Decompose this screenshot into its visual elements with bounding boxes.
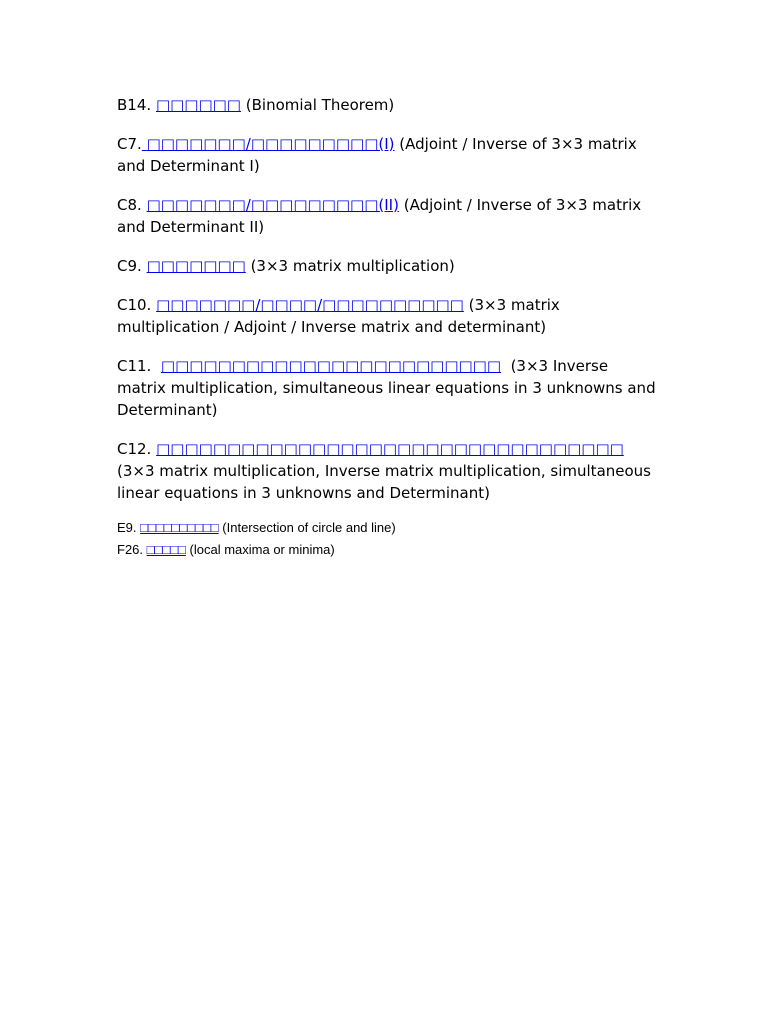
topic-link-multiplication-adjoint-inverse[interactable]: □□□□□□□/□□□□/□□□□□□□□□□ — [156, 296, 464, 314]
topic-link-binomial-theorem[interactable]: □□□□□□ — [155, 96, 241, 114]
entry-description: (Intersection of circle and line) — [222, 520, 396, 535]
entry-c11 — [117, 355, 657, 421]
entry-code: C9. — [117, 257, 142, 275]
topic-link-adjoint-inverse-2[interactable]: □□□□□□□/□□□□□□□□□(II) — [146, 196, 399, 214]
entry-description: (3×3 Inverse matrix multiplication, simultaneous linear equations in 3 unknowns and Determinant) — [117, 357, 656, 419]
topic-link-circle-line-intersection[interactable]: □□□□□□□□□□ — [140, 520, 219, 535]
entry-code: C8. — [117, 196, 142, 214]
entry-code: C11. — [117, 357, 152, 375]
entry-description: (Adjoint / Inverse of 3×3 matrix and Determinant II) — [117, 196, 642, 236]
entry-c10 — [117, 294, 657, 338]
entry-code: F26. — [117, 542, 144, 557]
entry-code: E9. — [117, 520, 137, 535]
entry-code: B14. — [117, 96, 152, 114]
entry-description: (Binomial Theorem) — [245, 96, 395, 114]
entry-c8 — [117, 194, 657, 238]
topic-link-local-extrema[interactable]: □□□□□ — [146, 542, 186, 557]
topic-link-adjoint-inverse-1[interactable]: □□□□□□□/□□□□□□□□□(I) — [141, 135, 395, 153]
entry-c7 — [117, 133, 657, 177]
entry-description: (local maxima or minima) — [189, 542, 335, 557]
entry-description: (3×3 matrix multiplication, Inverse matrix multiplication, simultaneous linear equations in 3 unknowns and Determinant) — [117, 462, 651, 502]
entry-f26 — [117, 539, 657, 561]
topic-link-inverse-linear-equations[interactable]: □□□□□□□□□□□□□□□□□□□□□□□□ — [160, 357, 502, 375]
entry-description: (3×3 matrix multiplication) — [250, 257, 455, 275]
entry-description: (Adjoint / Inverse of 3×3 matrix and Determinant I) — [117, 135, 637, 175]
entry-code: C12. — [117, 440, 152, 458]
document-page — [117, 94, 657, 561]
entry-description: (3×3 matrix multiplication / Adjoint / Inverse matrix and determinant) — [117, 296, 560, 336]
entry-code: C7. — [117, 135, 142, 153]
topic-link-matrix-multiplication[interactable]: □□□□□□□ — [146, 257, 246, 275]
topic-link-multiplication-linear-equations[interactable]: □□□□□□□□□□□□□□□□□□□□□□□□□□□□□□□□□ — [156, 440, 624, 458]
entry-b14 — [117, 94, 657, 116]
entry-code: C10. — [117, 296, 152, 314]
entry-c9 — [117, 255, 657, 277]
entry-e9 — [117, 517, 657, 539]
entry-c12 — [117, 438, 657, 504]
